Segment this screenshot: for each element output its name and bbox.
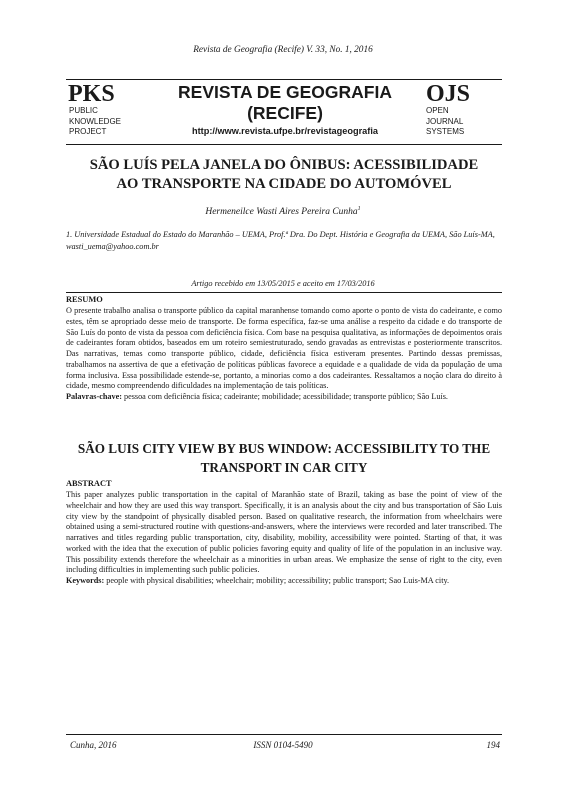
footer-author-year: Cunha, 2016 [70, 740, 117, 750]
english-title [60, 439, 508, 477]
english-title-line: TRANSPORT IN CAR CITY [200, 460, 368, 475]
abstract-body: This paper analyzes public transportation in the capital of Maranhão state of Brazil, taking as base the point of view of the wheelchair and how they are used this way transport. Specifically, it is an analysis about the city and bus transportation of São Luis city view by the standpoint of physically disabled person. Based on qualitative research, the information from wheelchairs were obtained using a semi-structured routine with questions-and-answers, where the interviews were recorded and later transcribed. The narratives and titles regarding public transportation, city, disability, mobility, accessibility were pointed. Starting of that, it was worked with the idea that the execution of public policies favoring equity and quality of life of the population in an inclusive way. This possibility extends therefore the wheelchair as a minorities in urban areas. We emphasize the sense of right to the city, even including difficulties in implementing such public policies. [66, 490, 502, 575]
article-title [60, 156, 508, 193]
resumo-keywords-text: pessoa com deficiência física; cadeirante; mobilidade; acessibilidade; transporte público; São Luís. [121, 392, 448, 401]
journal-citation: Revista de Geografia (Recife) V. 33, No. 1, 2016 [193, 45, 373, 55]
resumo-section [66, 306, 502, 403]
abstract-keywords [66, 576, 502, 587]
journal-name-line: (RECIFE) [247, 103, 323, 123]
abstract-keywords-text: people with physical disabilities; wheelchair; mobility; accessibility; public transport; Sao Luis-MA city. [104, 576, 450, 585]
pks-caption-line: PROJECT [69, 127, 107, 137]
ojs-caption-line: OPEN [426, 106, 449, 115]
author-affiliation: 1. Universidade Estadual do Estado do Maranhão – UEMA, Prof.ª Dra. Do Dept. História e Geografia da UEMA, São Luís-MA, wasti_uema@yahoo.com.br [66, 230, 495, 251]
journal-name [150, 82, 420, 124]
journal-url[interactable]: http://www.revista.ufpe.br/revistageografia [191, 126, 378, 136]
pks-caption [69, 106, 121, 138]
ojs-caption [426, 106, 464, 138]
received-dates: Artigo recebido em 13/05/2015 e aceito em 17/03/2016 [191, 279, 375, 288]
abstract-heading: ABSTRACT [66, 479, 112, 488]
article-title-line: AO TRANSPORTE NA CIDADE DO AUTOMÓVEL [116, 175, 452, 192]
article-title-line: SÃO LUÍS PELA JANELA DO ÔNIBUS: ACESSIBILIDADE [89, 157, 479, 173]
resumo-heading: RESUMO [66, 295, 103, 304]
resumo-keywords [66, 392, 502, 403]
author-name: Hermeneilce Wasti Aires Pereira Cunha [205, 207, 358, 218]
author-affiliation-marker: 1 [357, 206, 361, 212]
pks-caption-line: KNOWLEDGE [69, 116, 122, 126]
footer-issn: ISSN 0104-5490 [253, 740, 313, 750]
ojs-caption-line: SYSTEMS [426, 127, 465, 137]
page-number: 194 [486, 740, 500, 750]
ojs-caption-line: JOURNAL [426, 116, 464, 126]
english-title-line: SÃO LUIS CITY VIEW BY BUS WINDOW: ACCESSIBILITY TO THE [77, 441, 491, 456]
pks-caption-line: PUBLIC [69, 106, 98, 115]
ojs-logo: OJS [426, 81, 471, 107]
journal-name-line: REVISTA DE GEOGRAFIA [178, 82, 392, 102]
header-rule-top [66, 79, 502, 80]
abstract-section [66, 490, 502, 587]
pks-logo: PKS [68, 81, 115, 107]
header-rule-bottom [66, 144, 502, 145]
author-line [0, 206, 566, 217]
resumo-body: O presente trabalho analisa o transporte público da capital maranhense tomando como aporte o ponto de vista do cadeirante, e como estes, têm se apropriado desse meio de transporte. De forma específica, faz-se uma análise a respeito da cidade e do transporte de São Luís do ponto de vista da pessoa com deficiência física. Com base na pesquisa qualitativa, as informações de depoimentos orais de cadeirantes foram obtidos, baseados em um roteiro semiestruturado, sendo gravadas as entrevistas e posteriormente transcritos. Das narrativas, temas como transporte público, cidade, deficiência física estiveram presentes. Partindo dessas premissas, trabalhamos na assertiva de que a efetivação de políticas públicas favorece a equidade e a qualidade de vida da população de uma forma inclusiva. Essa possibilidade estende-se, portanto, a minorias como a dos cadeirantes. Ressaltamos a noção clara do direito à cidade, mesmo compreendendo dificuldades na implementação de tais políticas. [66, 306, 502, 391]
section-rule [66, 292, 502, 293]
resumo-keywords-label: Palavras-chave: [66, 392, 122, 401]
abstract-keywords-label: Keywords: [66, 576, 105, 585]
footer-rule [66, 734, 502, 735]
